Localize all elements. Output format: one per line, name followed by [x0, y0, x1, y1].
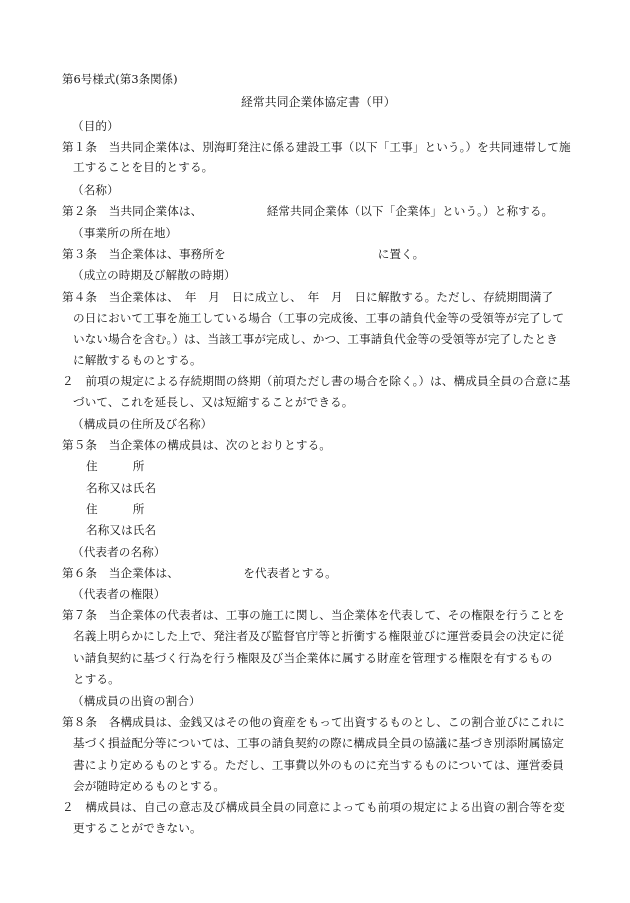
article-1-line-2: 工することを目的とする。: [73, 160, 214, 174]
article-8-paragraph-2-line-1: ２ 構成員は、自己の意志及び構成員全員の同意によっても前項の規定による出資の割合等を変: [62, 800, 565, 814]
member-1-address-label: 住 所: [86, 459, 145, 473]
article-3-line-1: 第３条 当企業体は、事務所を に置く。: [62, 247, 425, 261]
form-label: 第6号様式(第3条関係): [62, 72, 178, 86]
article-4-line-4: に解散するものとする。: [73, 353, 202, 367]
article-4-paragraph-2-line-1: ２ 前項の規定による存続期間の終期（前項ただし書の場合を除く。）は、構成員全員の合意に基: [62, 374, 571, 388]
heading-formation-dissolution: （成立の時期及び解散の時期）: [72, 268, 236, 282]
heading-representative-name: （代表者の名称）: [72, 545, 166, 559]
article-5-line-1: 第５条 当企業体の構成員は、次のとおりとする。: [62, 438, 331, 452]
heading-representative-authority: （代表者の権限）: [72, 587, 166, 601]
heading-investment-ratio: （構成員の出資の割合）: [72, 694, 201, 708]
article-2-line-1: 第２条 当共同企業体は、 経常共同企業体（以下「企業体」という。）と称する。: [62, 204, 554, 218]
document-title: 経常共同企業体協定書（甲）: [241, 95, 396, 109]
article-6-line-1: 第６条 当企業体は、 を代表者とする。: [62, 566, 337, 580]
article-7-line-3: い請負契約に基づく行為を行う権限及び当企業体に属する財産を管理する権限を有するもの: [73, 651, 553, 665]
article-8-line-3: 書により定めるものとする。ただし、工事費以外のものに充当するものについては、運営委員: [73, 758, 564, 772]
article-8-line-4: 会が随時定めるものとする。: [73, 779, 226, 793]
article-7-line-4: とする。: [73, 672, 120, 686]
heading-members: （構成員の住所及び名称）: [72, 417, 213, 431]
member-1-name-label: 名称又は氏名: [86, 481, 157, 495]
article-4-line-1: 第４条 当企業体は、 年 月 日に成立し、 年 月 日に解散する。ただし、存続期間満了: [62, 290, 554, 304]
heading-purpose: （目的）: [72, 119, 119, 133]
article-8-line-1: 第８条 各構成員は、金銭又はその他の資産をもって出資するものとし、この割合並びにこれに: [62, 715, 565, 729]
article-8-paragraph-2-line-2: 更することができない。: [73, 821, 202, 835]
member-2-name-label: 名称又は氏名: [86, 523, 157, 537]
article-7-line-1: 第７条 当企業体の代表者は、工事の施工に関し、当企業体を代表して、その権限を行うことを: [62, 608, 565, 622]
article-1-line-1: 第１条 当共同企業体は、別海町発注に係る建設工事（以下「工事」という。）を共同連帯して施: [62, 140, 571, 154]
article-4-line-2: の日において工事を施工している場合（工事の完成後、工事の請負代金等の受領等が完了して: [73, 311, 565, 325]
article-4-paragraph-2-line-2: づいて、これを延長し、又は短縮することができる。: [73, 395, 354, 409]
heading-office-location: （事業所の所在地）: [72, 226, 178, 240]
article-7-line-2: 名義上明らかにした上で、発注者及び監督官庁等と折衝する権限並びに運営委員会の決定に従: [73, 629, 564, 643]
member-2-address-label: 住 所: [86, 502, 145, 516]
article-4-line-3: いない場合を含む。）は、当該工事が完成し、かつ、工事請負代金等の受領等が完了したとき: [73, 332, 558, 346]
heading-name: （名称）: [72, 183, 119, 197]
article-8-line-2: 基づく損益配分等については、工事の請負契約の際に構成員全員の協議に基づき別添附属協定: [73, 736, 564, 750]
